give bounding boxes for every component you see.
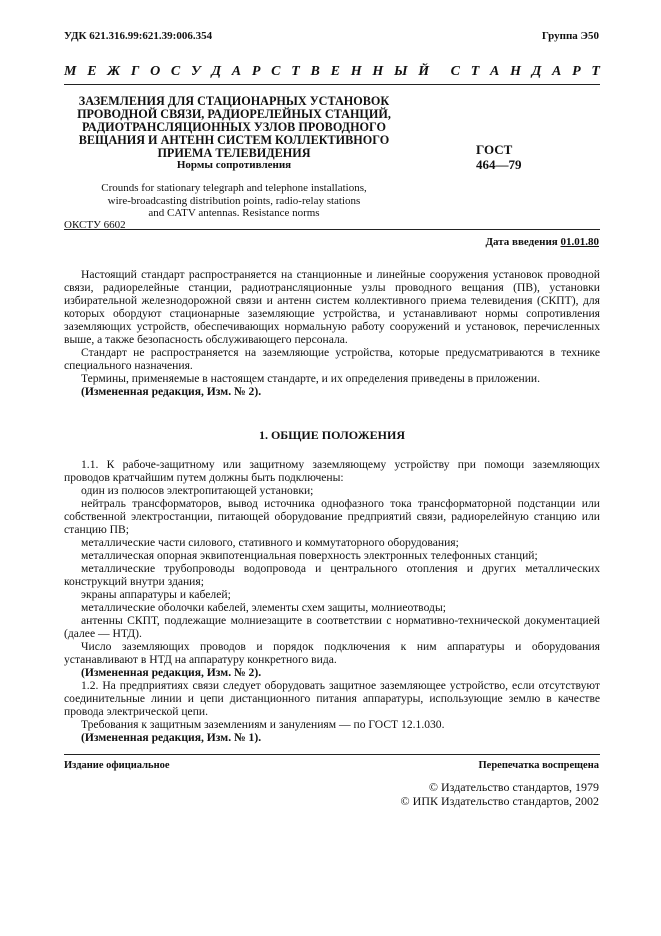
banner-letter: Н — [350, 64, 362, 79]
banner-letter: С — [170, 64, 181, 79]
date-label: Дата введения — [485, 236, 561, 248]
list-item: экраны аппаратуры и кабелей; — [81, 588, 231, 601]
banner-letter: А — [231, 64, 242, 79]
english-title-line: wire-broadcasting distribution points, radio-relay stations — [107, 194, 361, 207]
title-line: ВЕЩАНИЯ И АНТЕНН СИСТЕМ КОЛЛЕКТИВНОГО — [78, 133, 390, 147]
section-heading: 1. ОБЩИЕ ПОЛОЖЕНИЯ — [258, 428, 406, 442]
paragraph: Число заземляющих проводов и порядок подключения к ним аппаратуры и оборудования устанавливают в НТД на аппаратуру конкретного вида. — [64, 640, 600, 666]
list-item: нейтраль трансформаторов, вывод источника однофазного тока трансформаторной подстанции или собственной электростанции, питающей оборудование предприятий связи, радиорелейную станцию или станцию ПВ; — [64, 497, 600, 536]
paragraph: 1.1. К рабоче-защитному или защитному заземляющему устройству при помощи заземляющих проводов кратчайшим путем должны быть подключены: — [64, 458, 600, 484]
english-title-line: and CATV antennas. Resistance norms — [148, 207, 320, 219]
standard-title — [64, 95, 404, 160]
banner-divider — [64, 84, 600, 85]
list-item: металлические оболочки кабелей, элементы схем защиты, молниеотводы; — [81, 601, 446, 614]
title-line: ПРОВОДНОЙ СВЯЗИ, РАДИОРЕЛЕЙНЫХ СТАНЦИЙ, — [77, 107, 391, 121]
list-item: антенны СКПТ, подлежащие молниезащите в соответствии с нормативно-технической документацией (далее — НТД). — [64, 614, 600, 640]
effective-date — [485, 236, 599, 248]
official-edition: Издание официальное — [64, 760, 170, 771]
banner-letter: У — [191, 64, 201, 79]
list-item: металлическая опорная эквипотенциальная поверхность электронных телефонных станций; — [81, 549, 538, 562]
copyright — [401, 780, 599, 808]
title-line: ПРИЕМА ТЕЛЕВИДЕНИЯ — [157, 146, 311, 160]
english-title — [64, 182, 404, 220]
title-line: ЗАЗЕМЛЕНИЯ ДЛЯ СТАЦИОНАРНЫХ УСТАНОВОК — [78, 94, 390, 108]
intro-text — [64, 268, 600, 398]
udk-code: УДК 621.316.99:621.39:006.354 — [64, 30, 213, 42]
paragraph: 1.2. На предприятиях связи следует оборудовать защитное заземляющее устройство, если отсутствуют соединительные линии и цепи дистанционного питания аппаратуры, использующие землю в качестве провода электрической цепи. — [64, 679, 600, 718]
banner-letter: Н — [510, 64, 521, 79]
banner-letter: Е — [330, 64, 340, 79]
banner-letter: Д — [211, 64, 222, 79]
amendment-note: (Измененная редакция, Изм. № 2). — [81, 666, 262, 679]
copyright-line: © ИПК Издательство стандартов, 2002 — [400, 794, 599, 808]
banner-letter: С — [271, 64, 281, 79]
list-item: металлические части силового, стативного и коммутаторного оборудования; — [81, 536, 459, 549]
amendment-note: (Измененная редакция, Изм. № 2). — [81, 385, 262, 398]
banner-letter: Е — [87, 64, 97, 79]
paragraph: Требования к защитным заземлениям и занулениям — по ГОСТ 12.1.030. — [81, 718, 445, 731]
banner-letter: А — [552, 64, 562, 79]
footer-divider — [64, 754, 600, 755]
paragraph: Настоящий стандарт распространяется на станционные и линейные сооружения установок проводной связи, радиорелейные станции, радиотрансляционные узлы проводного вещания (ПВ), установки избирательной железнодорожной связи и антенн систем коллективного приема телевидения (СКПТ), для которых обордуют стационарные заземляющие устройства, и устанавливают нормы сопротивления заземляющих устройств, обеспечивающих нормальную работу сооружений и установок, перечисленных выше, а также безопасность обслуживающего персонала. — [64, 268, 600, 346]
banner-letter: Ж — [107, 64, 121, 79]
paragraph: Термины, применяемые в настоящем стандарте, и их определения приведены в приложении. — [81, 372, 541, 385]
group-code: Группа Э50 — [541, 30, 599, 42]
title-line: РАДИОТРАНСЛЯЦИОННЫХ УЗЛОВ ПРОВОДНОГО — [82, 120, 386, 134]
banner-letter: А — [490, 64, 500, 79]
banner-letter: Д — [531, 64, 542, 79]
standard-subtitle: Нормы сопротивления — [176, 159, 292, 171]
banner-letter: В — [310, 64, 320, 79]
header-divider — [64, 229, 600, 230]
banner-letter: Р — [572, 64, 581, 79]
gost-number — [476, 142, 522, 172]
banner-letter: М — [64, 64, 77, 79]
banner-letter: Г — [130, 64, 140, 79]
interstate-standard-banner — [64, 64, 600, 80]
banner-letter: Ы — [393, 64, 408, 79]
banner-letter: О — [150, 64, 161, 79]
gost-label: ГОСТ — [476, 142, 513, 157]
banner-letter: Т — [591, 64, 600, 79]
reprint-prohibited: Перепечатка воспрещена — [478, 760, 599, 771]
banner-letter: Р — [251, 64, 261, 79]
english-title-line: Crounds for stationary telegraph and telephone installations, — [101, 182, 367, 194]
banner-letter: С — [450, 64, 460, 79]
section-text — [64, 458, 600, 744]
banner-letter: Й — [418, 64, 430, 79]
date-value: 01.01.80 — [560, 236, 599, 248]
amendment-note: (Измененная редакция, Изм. № 1). — [81, 731, 262, 744]
banner-letter: Т — [291, 64, 300, 79]
list-item: один из полюсов электропитающей установки; — [81, 484, 314, 497]
gost-code: 464—79 — [476, 157, 522, 172]
banner-letter: Н — [372, 64, 384, 79]
copyright-line: © Издательство стандартов, 1979 — [428, 780, 599, 794]
list-item: металлические трубопроводы водопровода и центрального отопления и других металлических конструкций внутри здания; — [64, 562, 600, 588]
paragraph: Стандарт не распространяется на заземляющие устройства, которые предусматриваются в технике специального назначения. — [64, 346, 600, 372]
okstu-code: ОКСТУ 6602 — [64, 219, 126, 231]
banner-letter: Т — [470, 64, 480, 79]
